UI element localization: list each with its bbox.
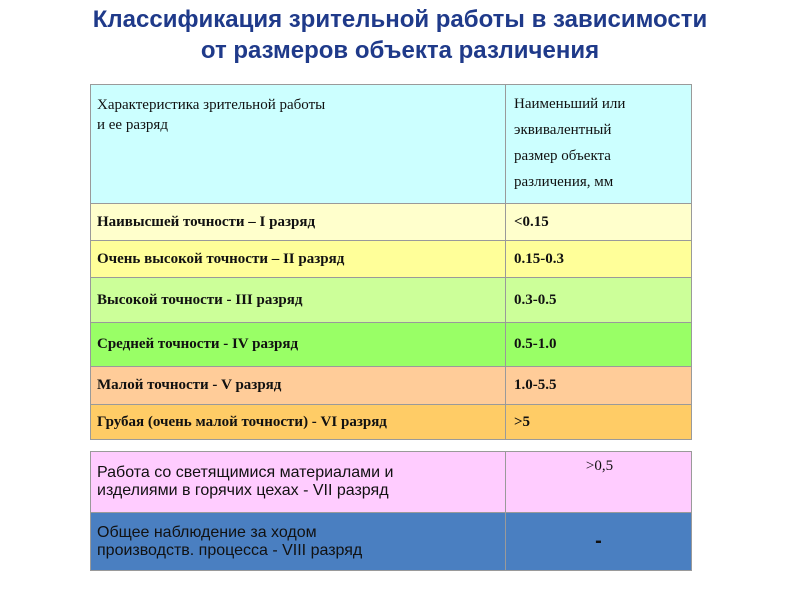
- row-label-line-2: производств. процесса - VIII разряд: [97, 541, 363, 559]
- title-line-1: Классификация зрительной работы в зависимости: [92, 6, 708, 33]
- row-value: 0.3-0.5: [506, 278, 692, 323]
- header-object-size-line-4: различения, мм: [514, 174, 614, 190]
- row-label-line-1: Работа со светящимися материалами и: [97, 464, 394, 481]
- row-label: Очень высокой точности – II разряд: [91, 241, 506, 278]
- row-label: [91, 452, 506, 513]
- row-label-line-2: изделиями в горячих цехах - VII разряд: [97, 482, 389, 499]
- header-characteristic: [91, 85, 506, 204]
- table-row: [91, 405, 692, 440]
- table-row: [91, 452, 692, 513]
- row-value: 0.15-0.3: [506, 241, 692, 278]
- row-value: 0.5-1.0: [506, 323, 692, 367]
- page-title: [0, 4, 800, 66]
- row-label: [91, 513, 506, 571]
- header-object-size-line-3: размер объекта: [514, 148, 611, 164]
- table-header-row: [91, 85, 692, 204]
- table-row: [91, 367, 692, 405]
- header-object-size-line-1: Наименьший или: [514, 96, 626, 112]
- row-label: Грубая (очень малой точности) - VI разряд: [91, 405, 506, 440]
- row-label: Высокой точности - III разряд: [91, 278, 506, 323]
- row-value: 1.0-5.5: [506, 367, 692, 405]
- row-label: Средней точности - IV разряд: [91, 323, 506, 367]
- header-object-size-line-2: эквивалентный: [514, 122, 612, 138]
- title-line-2: от размеров объекта различения: [200, 37, 600, 64]
- header-characteristic-line-2: и ее разряд: [97, 117, 168, 133]
- table-row: [91, 241, 692, 278]
- header-object-size: [506, 85, 692, 204]
- table-row: [91, 278, 692, 323]
- row-label: Наивысшей точности – I разряд: [91, 204, 506, 241]
- row-value: -: [506, 513, 692, 571]
- row-value: >0,5: [506, 452, 692, 513]
- additional-classification-table: [90, 451, 692, 571]
- row-label-line-1: Общее наблюдение за ходом: [97, 523, 317, 541]
- table-row: [91, 513, 692, 571]
- header-characteristic-line-1: Характеристика зрительной работы: [97, 97, 326, 113]
- table-row: [91, 204, 692, 241]
- row-value: <0.15: [506, 204, 692, 241]
- row-label: Малой точности - V разряд: [91, 367, 506, 405]
- table-row: [91, 323, 692, 367]
- classification-table: [90, 84, 692, 440]
- row-value: >5: [506, 405, 692, 440]
